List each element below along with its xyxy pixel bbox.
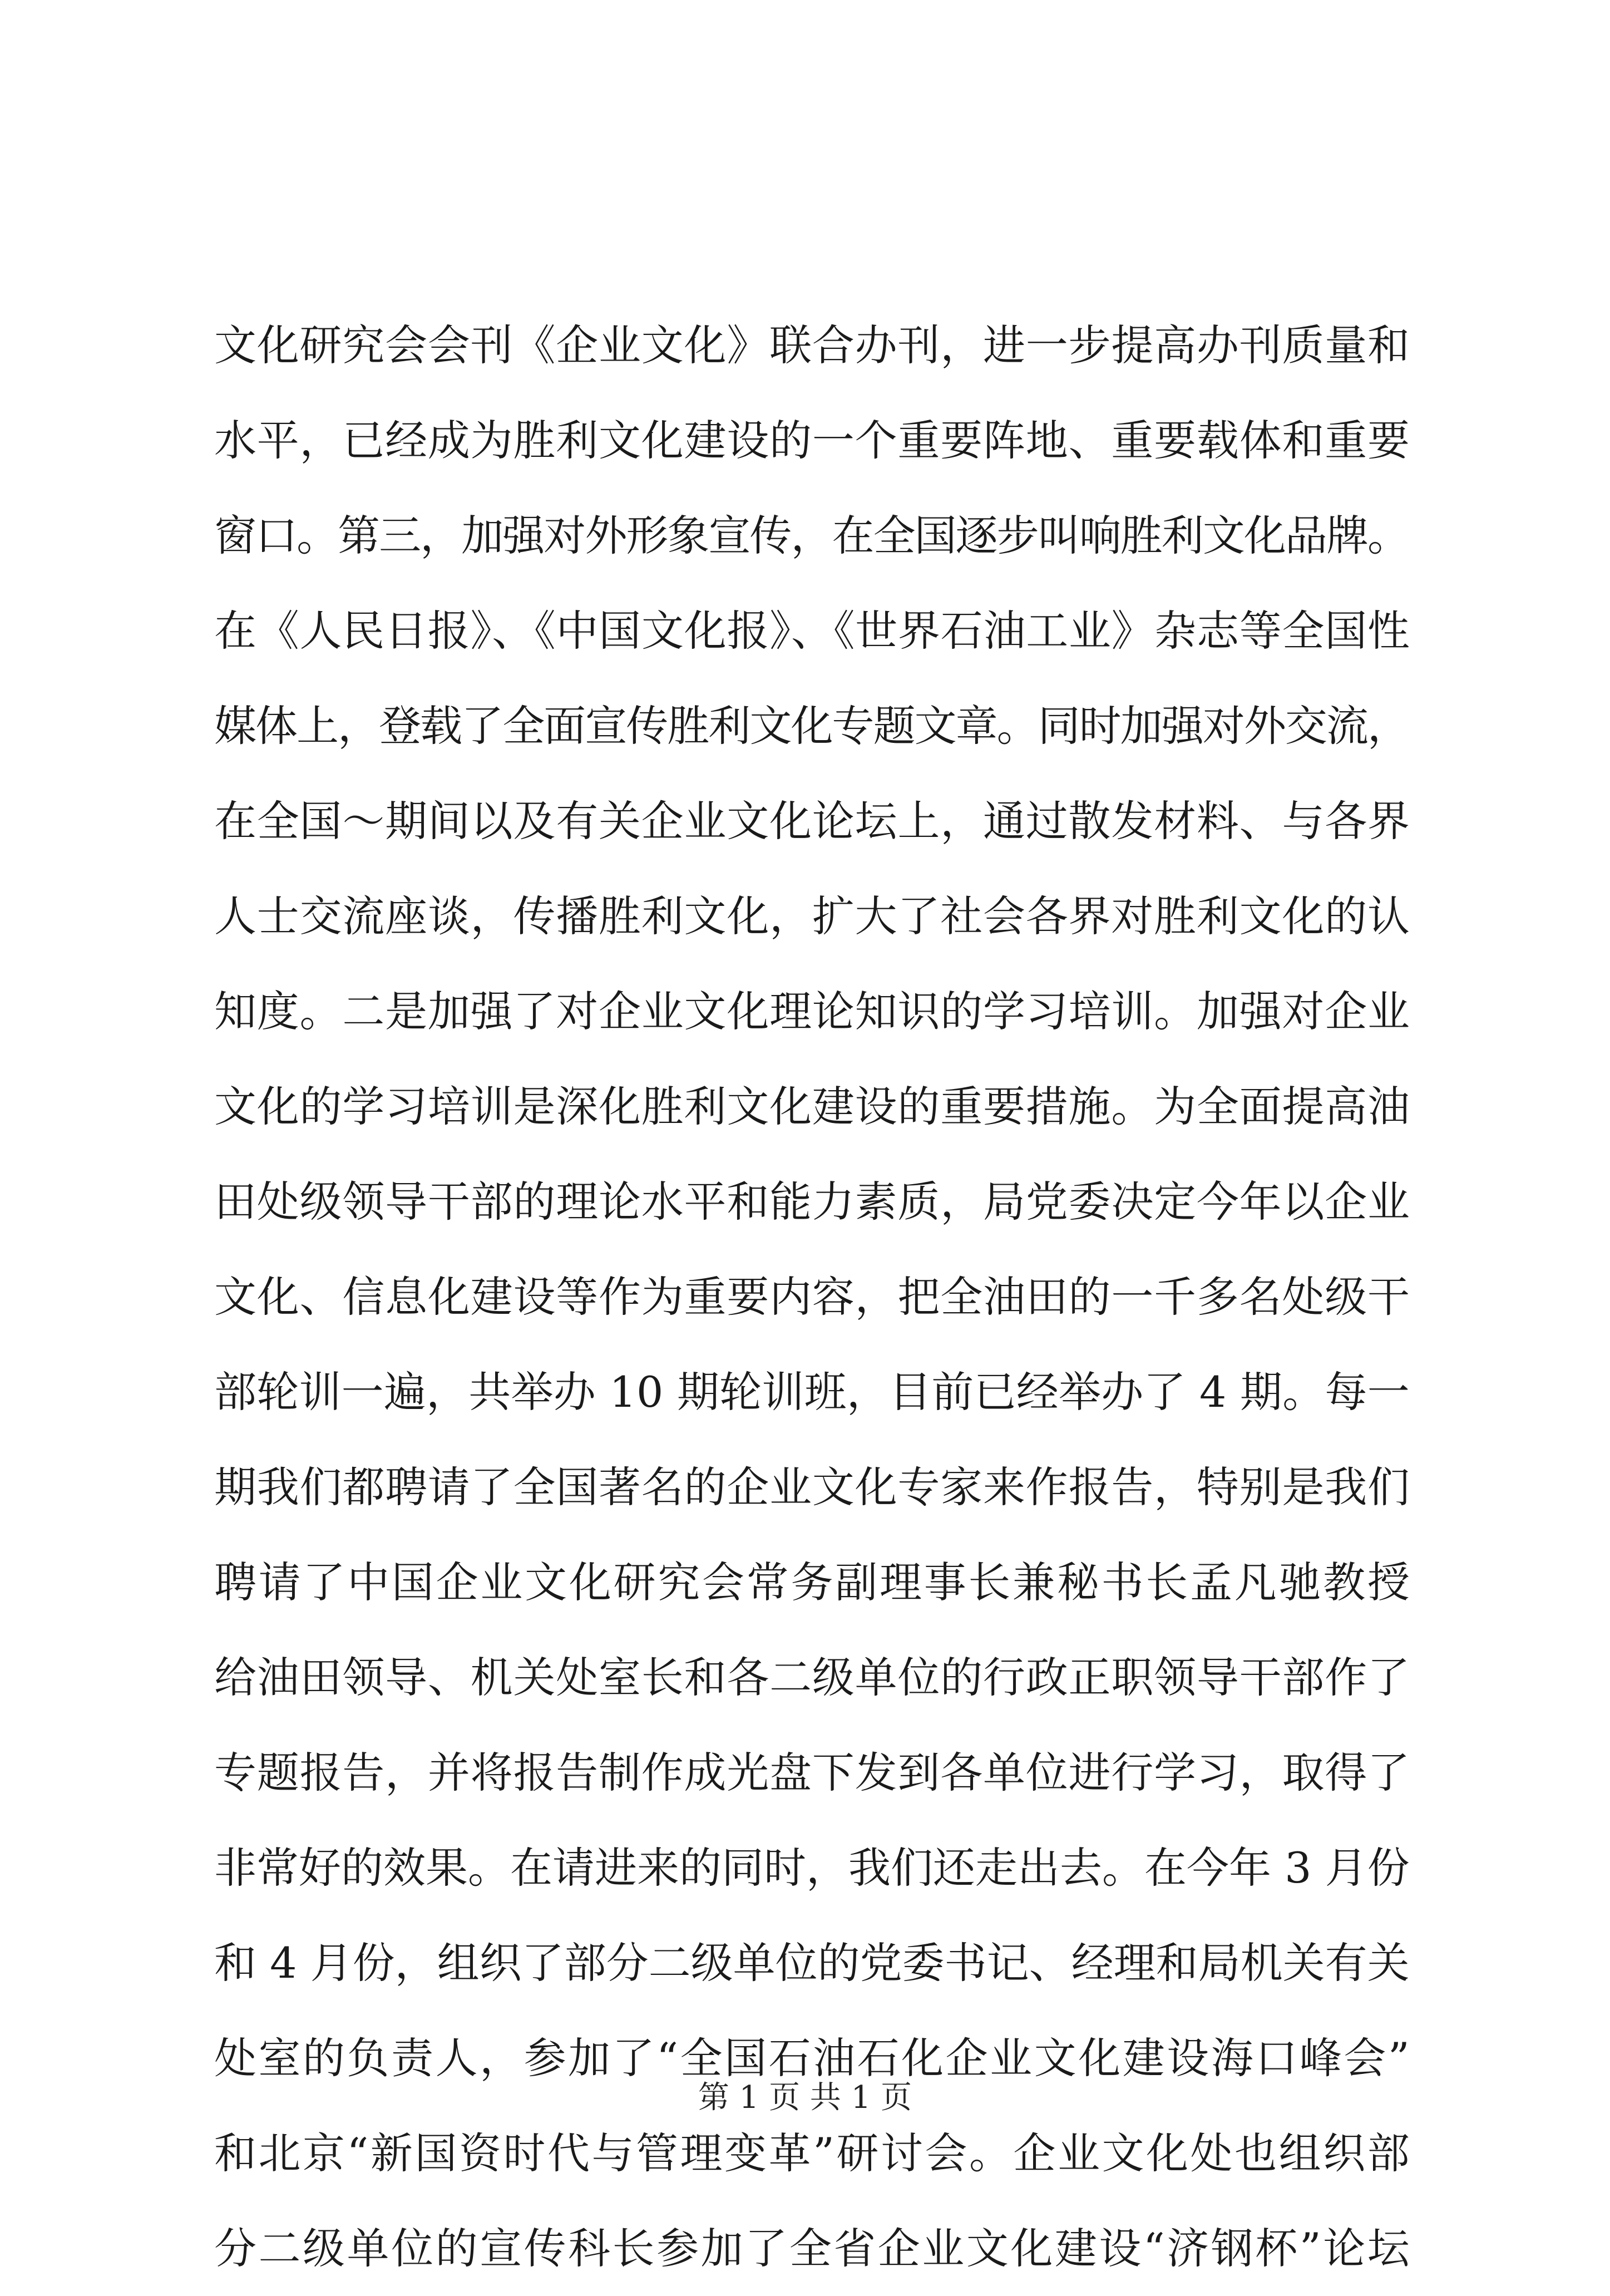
- text-line: 和 4 月份，组织了部分二级单位的党委书记、经理和局机关有关: [214, 1938, 1410, 1988]
- text-line: 非常好的效果。在请进来的同时，我们还走出去。在今年 3 月份: [214, 1843, 1410, 1893]
- text-line: 分二级单位的宣传科长参加了全省企业文化建设“济钢杯”论坛: [214, 2224, 1412, 2273]
- text-line: 部轮训一遍，共举办 10 期轮训班，目前已经举办了 4 期。每一: [214, 1367, 1410, 1417]
- text-line: 和北京“新国资时代与管理变革”研讨会。企业文化处也组织部: [214, 2129, 1412, 2178]
- text-line: 文化的学习培训是深化胜利文化建设的重要措施。为全面提高油: [214, 1082, 1410, 1131]
- text-line: 田处级领导干部的理论水平和能力素质，局党委决定今年以企业: [214, 1177, 1410, 1226]
- text-line: 在全国～期间以及有关企业文化论坛上，通过散发材料、与各界: [214, 796, 1410, 846]
- text-line: 人士交流座谈，传播胜利文化，扩大了社会各界对胜利文化的认: [214, 891, 1410, 941]
- text-line: 期我们都聘请了全国著名的企业文化专家来作报告，特别是我们: [214, 1462, 1410, 1512]
- text-line: 文化、信息化建设等作为重要内容，把全油田的一千多名处级干: [214, 1272, 1410, 1322]
- text-line: 窗口。第三，加强对外形象宣传，在全国逐步叫响胜利文化品牌。: [214, 511, 1409, 560]
- text-line: 水平，已经成为胜利文化建设的一个重要阵地、重要载体和重要: [214, 416, 1410, 465]
- text-line: 文化研究会会刊《企业文化》联合办刊，进一步提高办刊质量和: [214, 321, 1410, 370]
- text-line: 聘请了中国企业文化研究会常务副理事长兼秘书长孟凡驰教授: [214, 1558, 1412, 1607]
- text-line: 媒体上，登载了全面宣传胜利文化专题文章。同时加强对外交流，: [214, 701, 1409, 751]
- text-line: 给油田领导、机关处室长和各二级单位的行政正职领导干部作了: [214, 1653, 1410, 1702]
- text-line: 知度。二是加强了对企业文化理论知识的学习培训。加强对企业: [214, 987, 1410, 1036]
- page-footer: 第 1 页 共 1 页: [698, 2080, 912, 2116]
- text-line: 专题报告，并将报告制作成光盘下发到各单位进行学习，取得了: [214, 1748, 1410, 1797]
- text-line: 在《人民日报》、《中国文化报》、《世界石油工业》杂志等全国性: [214, 606, 1410, 656]
- text-line: 处室的负责人，参加了“全国石油石化企业文化建设海口峰会”: [214, 2033, 1412, 2083]
- body-text: [214, 298, 1410, 2296]
